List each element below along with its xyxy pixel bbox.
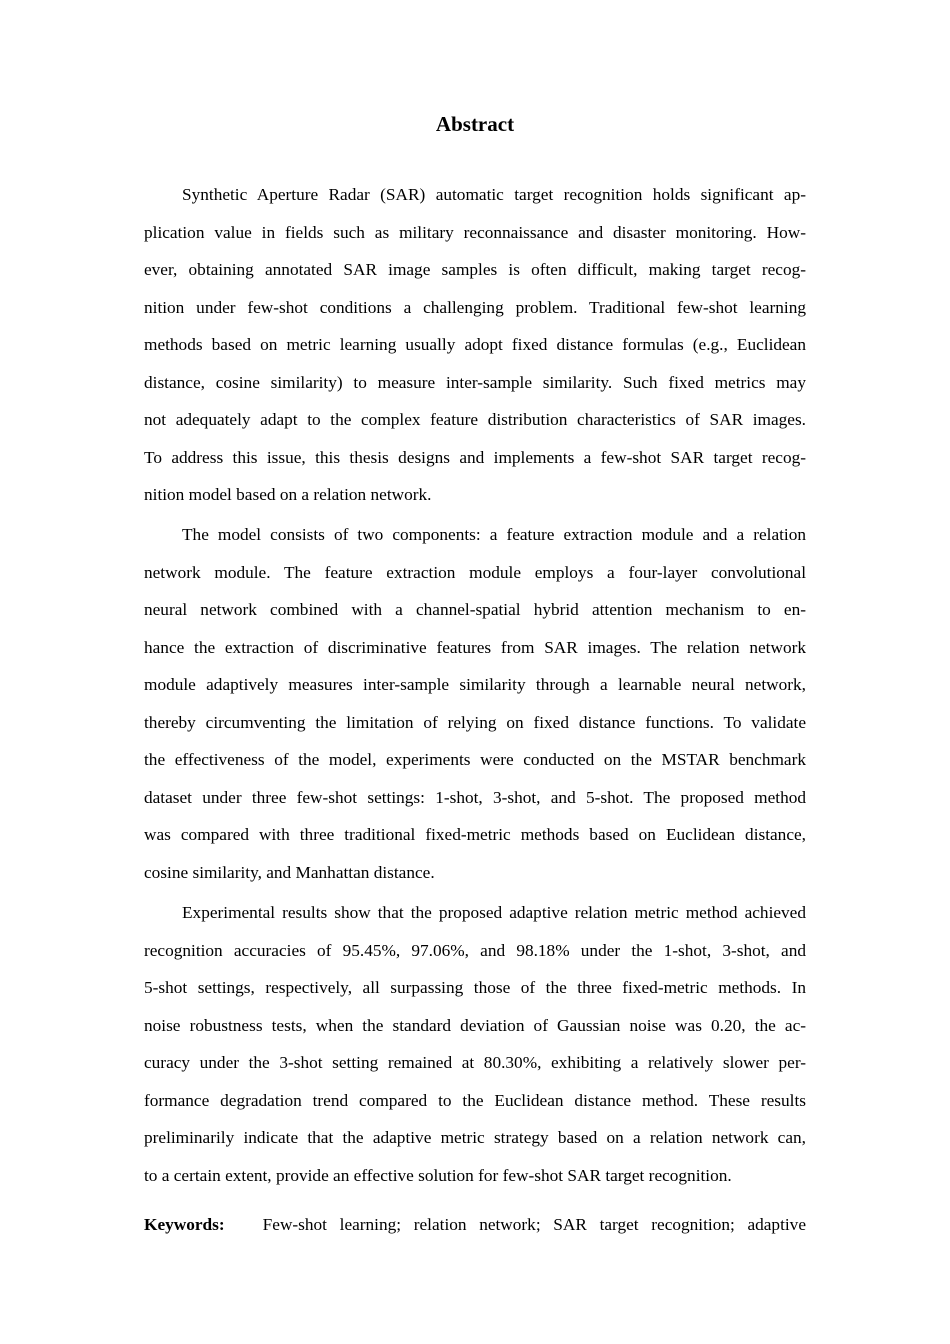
abstract-title: Abstract [435, 112, 515, 136]
paragraph-line: thereby circumventing the limitation of relying on fixed distance functions. To validate [144, 712, 806, 732]
paragraph-line: distance, cosine similarity) to measure inter-sample similarity. Such fixed metrics may [144, 372, 806, 392]
paragraph-line: Experimental results show that the proposed adaptive relation metric method achieved [182, 903, 806, 922]
paragraph-line: neural network combined with a channel-spatial hybrid attention mechanism to en- [144, 600, 806, 619]
abstract-paragraph-2 [144, 516, 806, 891]
paragraph-line: formance degradation trend compared to the Euclidean distance method. These results [144, 1090, 806, 1110]
paragraph-line: To address this issue, this thesis designs and implements a few-shot SAR target recog- [144, 447, 806, 467]
paragraph-line: preliminarily indicate that the adaptive metric strategy based on a relation network can, [144, 1128, 806, 1147]
paragraph-line: was compared with three traditional fixed-metric methods based on Euclidean distance, [144, 825, 806, 844]
paragraph-line: nition model based on a relation network. [144, 485, 432, 504]
paragraph-line: the effectiveness of the model, experiments were conducted on the MSTAR benchmark [144, 750, 806, 769]
paragraph-line: curacy under the 3-shot setting remained at 80.30%, exhibiting a relatively slower per- [144, 1053, 806, 1072]
keywords-line [144, 1206, 806, 1244]
paragraph-line: recognition accuracies of 95.45%, 97.06%, and 98.18% under the 1-shot, 3-shot, and [144, 940, 806, 960]
paragraph-line: network module. The feature extraction module employs a four-layer convolutional [144, 562, 806, 582]
abstract-paragraph-1 [144, 176, 806, 514]
keywords-text: Few-shot learning; relation network; SAR target recognition; adaptive [262, 1215, 806, 1234]
paragraph-line: nition under few-shot conditions a challenging problem. Traditional few-shot learning [144, 297, 806, 317]
abstract-paragraph-3 [144, 894, 806, 1194]
keywords-label: Keywords: [144, 1215, 225, 1234]
paragraph-line: not adequately adapt to the complex feature distribution characteristics of SAR images. [144, 410, 806, 429]
paragraph-line: Synthetic Aperture Radar (SAR) automatic target recognition holds significant ap- [182, 185, 806, 204]
paragraph-line: module adaptively measures inter-sample similarity through a learnable neural network, [144, 675, 806, 694]
paragraph-line: The model consists of two components: a feature extraction module and a relation [182, 525, 806, 544]
paragraph-line: noise robustness tests, when the standard deviation of Gaussian noise was 0.20, the ac- [144, 1015, 806, 1035]
paragraph-line: ever, obtaining annotated SAR image samples is often difficult, making target recog- [144, 260, 806, 279]
paragraph-line: 5-shot settings, respectively, all surpassing those of the three fixed-metric methods. In [144, 978, 806, 997]
paragraph-line: to a certain extent, provide an effective solution for few-shot SAR target recognition. [144, 1165, 732, 1185]
paragraph-line: methods based on metric learning usually adopt fixed distance formulas (e.g., Euclidean [144, 335, 806, 354]
paragraph-line: hance the extraction of discriminative features from SAR images. The relation network [144, 637, 806, 657]
paragraph-line: dataset under three few-shot settings: 1-shot, 3-shot, and 5-shot. The proposed method [144, 787, 806, 807]
paragraph-line: cosine similarity, and Manhattan distance. [144, 862, 435, 882]
paragraph-line: plication value in fields such as military reconnaissance and disaster monitoring. How- [144, 222, 806, 242]
